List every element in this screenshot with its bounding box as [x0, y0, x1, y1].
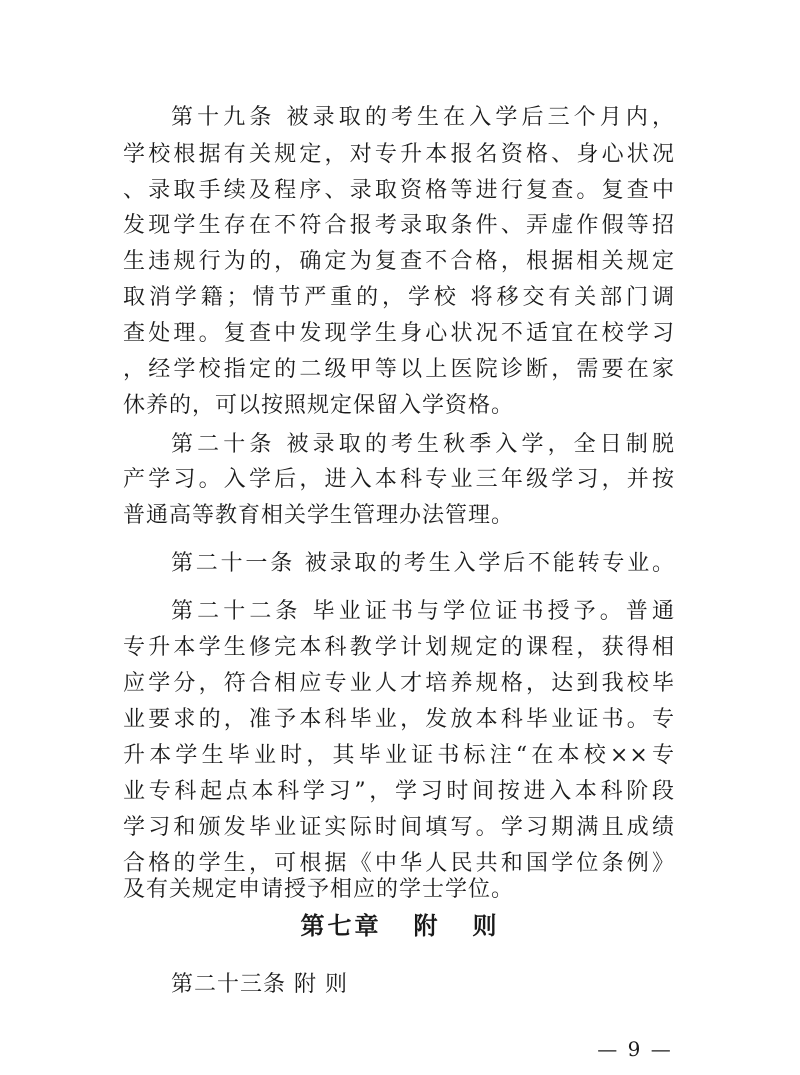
text-line: 第二十二条 毕业证书与学位证书授予。普通 — [171, 599, 675, 624]
text-line: 第二十条 被录取的考生秋季入学，全日制脱 — [171, 432, 675, 457]
text-line: 生违规行为的，确定为复查不合格，根据相关规定 — [123, 249, 675, 274]
text-line: 学习和颁发毕业证实际时间填写。学习期满且成绩 — [123, 815, 675, 840]
text-line: 业专科起点本科学习”，学习时间按进入本科阶段 — [123, 779, 675, 804]
text-line: 第二十一条 被录取的考生入学后不能转专业。 — [171, 551, 675, 576]
text-line: 业要求的，准予本科毕业，发放本科毕业证书。专 — [123, 707, 675, 732]
chapter-heading-word-2: 则 — [472, 912, 500, 940]
text-line: 应学分，符合相应专业人才培养规格，达到我校毕 — [123, 671, 675, 696]
chapter-heading — [0, 904, 800, 948]
text-line: 、录取手续及程序、录取资格等进行复查。复查中 — [123, 178, 675, 203]
page-number: — 9 — — [597, 1037, 673, 1061]
chapter-heading-word-1: 附 — [413, 912, 441, 940]
text-line: 学校根据有关规定，对专升本报名资格、身心状况 — [123, 142, 675, 167]
text-line: ，经学校指定的二级甲等以上医院诊断，需要在家 — [123, 357, 675, 382]
text-line: 专升本学生修完本科教学计划规定的课程，获得相 — [123, 635, 675, 660]
text-line: 休养的，可以按照规定保留入学资格。 — [123, 393, 515, 418]
text-line: 及有关规定申请授予相应的学士学位。 — [123, 877, 515, 902]
text-line: 普通高等教育相关学生管理办法管理。 — [123, 503, 515, 528]
text-line: 第十九条 被录取的考生在入学后三个月内， — [171, 105, 675, 130]
text-line: 查处理。复查中发现学生身心状况不适宜在校学习 — [123, 321, 675, 346]
text-line: 产学习。入学后，进入本科专业三年级学习，并按 — [123, 467, 675, 492]
chapter-heading-number: 第七章 — [300, 912, 382, 940]
text-line: 升本学生毕业时，其毕业证书标注“在本校××专 — [123, 743, 675, 768]
text-line: 合格的学生，可根据《中华人民共和国学位条例》 — [123, 851, 675, 876]
text-line: 第二十三条 附 则 — [171, 972, 348, 997]
text-line: 取消学籍；情节严重的，学校 将移交有关部门调 — [123, 285, 675, 310]
text-line: 发现学生存在不符合报考录取条件、弄虚作假等招 — [123, 213, 675, 238]
